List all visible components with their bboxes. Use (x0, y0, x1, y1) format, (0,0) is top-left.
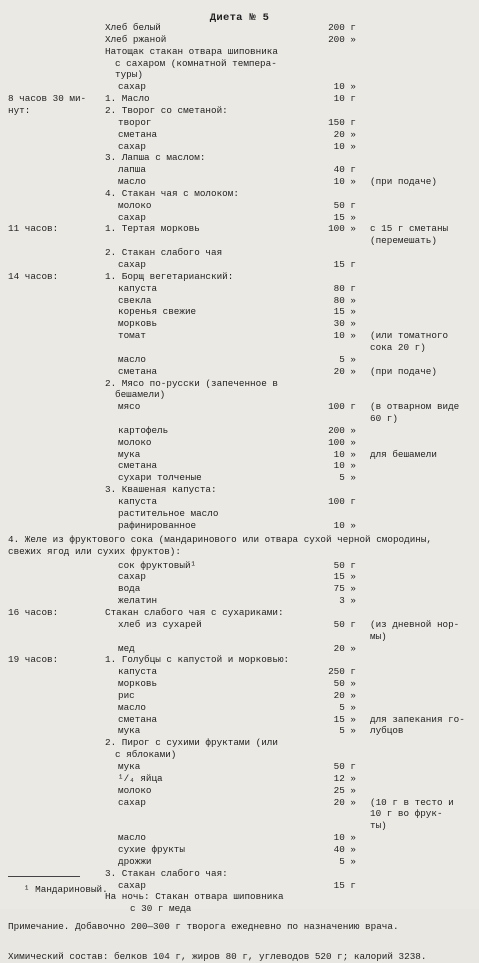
row-a: 100 г (328, 496, 356, 507)
jelly-note: 4. Желе из фруктового сока (мандаринового или отвара сухой черной смородины, свежих ягод или сухих фруктов): (8, 533, 433, 557)
diet-row (0, 595, 479, 607)
row-l: 1. Масло (105, 93, 150, 105)
row-l: молоко (118, 199, 152, 211)
diet-row (0, 223, 479, 235)
diet-row (0, 342, 479, 354)
diet-row (0, 69, 479, 81)
row-a: 20 » (333, 689, 356, 701)
row-l: сахар (118, 571, 146, 583)
diet-row (0, 508, 479, 520)
row-l: свекла (118, 294, 152, 306)
row-a: 80 г (333, 282, 356, 294)
row-t: 8 часов 30 ми- (8, 93, 87, 105)
row-a: 10 » (333, 519, 356, 531)
row-l: молоко (118, 436, 152, 448)
row-a: 20 » (333, 365, 356, 377)
diet-row (0, 389, 479, 401)
row-l: сахар (118, 259, 146, 270)
diet-row (0, 366, 479, 378)
row-l: 1. Тертая морковь (105, 223, 200, 235)
row-a: 100 г (328, 401, 356, 413)
row-l: мясо (118, 401, 141, 413)
diet-row (0, 295, 479, 307)
diet-row (0, 247, 479, 259)
row-n: 60 г) (370, 413, 398, 425)
row-l: хлеб из сухарей (118, 618, 202, 630)
row-t: нут: (8, 104, 31, 116)
row-l: 1. Голубцы с капустой и морковью: (105, 654, 290, 666)
row-l: ¹/₄ яйца (118, 772, 163, 784)
row-a: 30 » (333, 318, 356, 330)
row-a: 25 » (333, 784, 356, 796)
diet-row (0, 496, 479, 508)
diet-row (0, 141, 479, 153)
row-l: Хлеб белый (105, 22, 161, 33)
row-a: 10 » (333, 330, 356, 342)
row-n: (из дневной нор- (370, 618, 460, 630)
row-l: томат (118, 330, 146, 342)
diet-row (0, 212, 479, 224)
row-l: дрожжи (118, 855, 152, 867)
diet-row (0, 330, 479, 342)
diet-row (0, 643, 479, 655)
diet-row (0, 378, 479, 390)
diet-row (0, 560, 479, 572)
row-a: 5 » (339, 855, 356, 867)
row-t: 11 часов: (8, 223, 59, 235)
diet-row (0, 152, 479, 164)
diet-row (0, 283, 479, 295)
diet-row (0, 176, 479, 188)
diet-row (0, 571, 479, 583)
row-n: сока 20 г) (370, 341, 426, 353)
row-a: 100 » (328, 436, 356, 448)
row-l: желатин (118, 595, 158, 607)
row-a: 15 » (333, 306, 356, 318)
diet-row (0, 820, 479, 832)
row-l: мед (118, 642, 135, 654)
row-l: 2. Пирог с сухими фруктами (или (105, 737, 278, 749)
row-l: сметана (118, 713, 158, 725)
row-l: мука (118, 448, 141, 460)
row-a: 15 г (333, 259, 356, 270)
diet-row (0, 460, 479, 472)
row-a: 250 г (328, 666, 356, 678)
row-l: рис (118, 689, 135, 701)
diet-row (0, 271, 479, 283)
diet-row (0, 22, 479, 34)
row-a: 15 г (333, 879, 356, 891)
row-a: 10 » (333, 140, 356, 152)
row-n: 10 г во фрук- (370, 808, 443, 820)
row-a: 10 » (333, 448, 356, 460)
row-l: сметана (118, 460, 158, 472)
diet-row (0, 259, 479, 271)
diet-row (0, 306, 479, 318)
row-l: 3. Квашеная капуста: (105, 484, 217, 496)
row-l: туры) (115, 69, 143, 81)
row-l: сметана (118, 128, 158, 140)
diet-row (0, 520, 479, 532)
row-l: сахар (118, 879, 146, 891)
row-a: 5 » (339, 725, 356, 737)
diet-row (0, 81, 479, 93)
row-l: сахар (118, 81, 146, 93)
remark-note: Примечание. Добавочно 200—300 г творога ежедневно по назначению врача. (8, 921, 399, 933)
row-t: 19 часов: (8, 654, 59, 666)
row-l: сухие фрукты (118, 843, 185, 855)
row-l: капуста (118, 496, 158, 507)
row-n: ты) (370, 820, 387, 832)
row-a: 20 » (333, 128, 356, 140)
diet-row (0, 449, 479, 461)
diet-row (0, 188, 479, 200)
diet-row (0, 105, 479, 117)
row-a: 10 » (333, 460, 356, 472)
diet-row (0, 808, 479, 820)
row-l: масло (118, 176, 146, 188)
row-l: вода (118, 583, 141, 595)
diet-row (0, 354, 479, 366)
diet-row (0, 318, 479, 330)
row-a: 10 » (333, 176, 356, 188)
row-l: с 30 г меда (130, 903, 192, 915)
row-l: рафинированное (118, 519, 197, 531)
row-a: 200 г (328, 22, 356, 33)
row-l: Натощак стакан отвара шиповника (105, 45, 278, 57)
diet-row (0, 631, 479, 643)
row-l: 1. Борщ вегетарианский: (105, 270, 234, 282)
diet-row (0, 93, 479, 105)
row-l: с сахаром (комнатной темпера- (115, 57, 277, 69)
row-a: 75 » (333, 583, 356, 595)
diet-row (0, 129, 479, 141)
row-l: сухари толченые (118, 472, 202, 484)
diet-row (0, 666, 479, 678)
row-l: масло (118, 353, 146, 365)
row-a: 20 » (333, 642, 356, 654)
row-l: бешамели) (115, 389, 166, 401)
row-a: 15 » (333, 571, 356, 583)
row-l: морковь (118, 318, 158, 330)
row-n: для запекания го- (370, 713, 465, 725)
row-l: творог (118, 116, 152, 128)
row-a: 10 » (333, 81, 356, 93)
row-l: На ночь: Стакан отвара шиповника (105, 891, 284, 903)
row-n: (или томатного (370, 330, 449, 342)
row-a: 5 » (339, 353, 356, 365)
row-l: 2. Мясо по-русски (запеченное в (105, 377, 278, 389)
diet-row (0, 34, 479, 46)
row-l: мука (118, 725, 141, 737)
row-n: (перемешать) (370, 235, 437, 247)
diet-row (0, 58, 479, 70)
diet-row (0, 749, 479, 761)
row-a: 15 » (333, 713, 356, 725)
diet-row (0, 725, 479, 737)
diet-row (0, 678, 479, 690)
diet-row (0, 235, 479, 247)
diet-row (0, 702, 479, 714)
row-n: (в отварном виде (370, 401, 460, 413)
diet-row (0, 654, 479, 666)
diet-row (0, 773, 479, 785)
row-a: 50 г (333, 761, 356, 772)
diet-row (0, 690, 479, 702)
diet-row (0, 117, 479, 129)
row-a: 12 » (333, 772, 356, 784)
row-l: капуста (118, 282, 158, 294)
diet-row (0, 401, 479, 413)
diet-row (0, 856, 479, 868)
diet-row (0, 797, 479, 809)
row-l: 3. Лапша с маслом: (105, 152, 206, 164)
row-n: (10 г в тесто и (370, 796, 454, 808)
diet-row (0, 164, 479, 176)
row-a: 50 г (333, 199, 356, 211)
row-a: 200 » (328, 424, 356, 436)
row-t: 16 часов: (8, 606, 59, 618)
row-a: 100 » (328, 223, 356, 235)
diet-row (0, 484, 479, 496)
row-l: с яблоками) (115, 749, 177, 761)
row-a: 10 » (333, 832, 356, 844)
row-n: (при подаче) (370, 365, 437, 377)
row-l: 4. Стакан чая с молоком: (105, 187, 239, 199)
diet-row (0, 868, 479, 880)
row-l: растительное масло (118, 507, 219, 519)
row-l: масло (118, 832, 146, 844)
diet-row (0, 714, 479, 726)
row-l: 3. Стакан слабого чая: (105, 867, 228, 879)
row-a: 200 » (328, 33, 356, 45)
diet-row (0, 46, 479, 58)
row-a: 80 » (333, 294, 356, 306)
row-l: морковь (118, 678, 158, 690)
diet-row (0, 761, 479, 773)
row-a: 10 г (333, 93, 356, 105)
row-a: 40 » (333, 843, 356, 855)
row-a: 50 » (333, 678, 356, 690)
chemical-composition: Химический состав: белков 104 г, жиров 80 г, углеводов 520 г; калорий 3238. (8, 951, 427, 963)
diet-row (0, 607, 479, 619)
diet-row (0, 200, 479, 212)
row-l: сахар (118, 211, 146, 223)
row-a: 15 » (333, 211, 356, 223)
row-l: масло (118, 701, 146, 713)
row-a: 150 г (328, 116, 356, 128)
diet-row (0, 619, 479, 631)
row-a: 20 » (333, 796, 356, 808)
diet-row (0, 583, 479, 595)
row-a: 5 » (339, 701, 356, 713)
row-l: коренья свежие (118, 306, 197, 318)
row-l: картофель (118, 424, 169, 436)
row-a: 40 г (333, 164, 356, 176)
row-t: 14 часов: (8, 270, 59, 282)
row-a: 50 г (333, 618, 356, 630)
row-l: 2. Стакан слабого чая (105, 247, 223, 259)
row-a: 5 » (339, 472, 356, 484)
footnote: ¹ Мандариновый. (24, 884, 108, 895)
row-l: сахар (118, 140, 146, 152)
diet-row (0, 832, 479, 844)
row-l: сок фруктовый¹ (118, 559, 197, 571)
diet-row (0, 472, 479, 484)
row-a: 50 г (333, 559, 356, 571)
row-l: лапша (118, 164, 146, 176)
row-n: лубцов (370, 725, 404, 737)
row-n: для бешамели (370, 448, 437, 460)
row-l: 2. Творог со сметаной: (105, 104, 228, 116)
diet-row (0, 437, 479, 449)
row-l: капуста (118, 666, 158, 678)
row-l: молоко (118, 784, 152, 796)
row-a: 3 » (339, 595, 356, 607)
diet-row (0, 844, 479, 856)
diet-row (0, 425, 479, 437)
row-l: Хлеб ржаной (105, 33, 167, 45)
diet-row (0, 903, 479, 915)
row-l: сметана (118, 365, 158, 377)
diet-row (0, 413, 479, 425)
footnote-separator (8, 876, 80, 877)
row-n: (при подаче) (370, 176, 437, 188)
row-n: мы) (370, 630, 387, 642)
page-title: Диета № 5 (209, 12, 270, 24)
row-n: с 15 г сметаны (370, 223, 449, 235)
row-l: сахар (118, 796, 146, 808)
diet-row (0, 785, 479, 797)
row-l: Стакан слабого чая с сухариками: (105, 606, 284, 618)
row-l: мука (118, 761, 141, 772)
diet-row (0, 737, 479, 749)
